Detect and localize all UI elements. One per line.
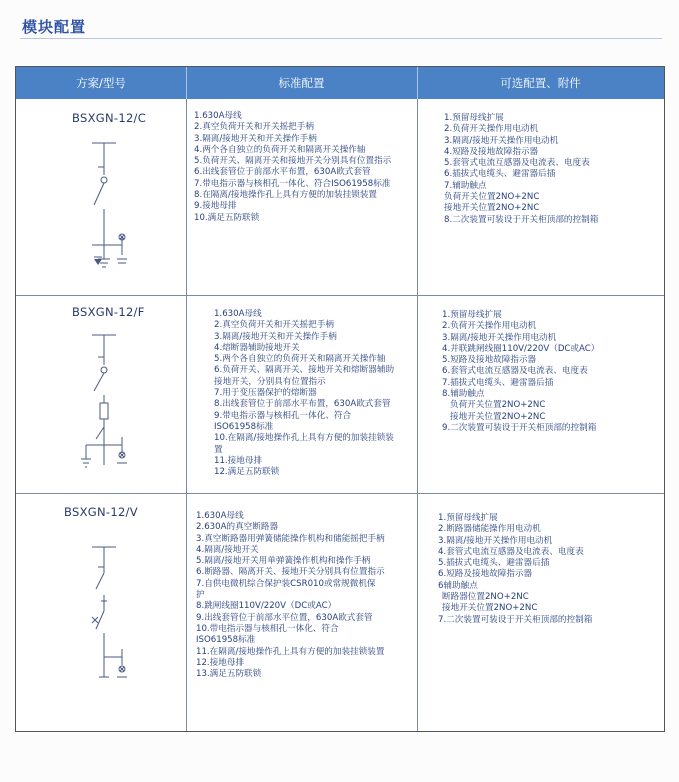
- list-item: 1.630A母线: [214, 309, 262, 319]
- row-divider: [16, 295, 664, 296]
- list-item: 11.在隔离/接地操作孔上具有方便的加装挂锁装置: [196, 646, 385, 657]
- list-item: 9.二次装置可装设于开关柜顶部的控制箱: [442, 422, 597, 433]
- header-optional: 可选配置、附件: [500, 76, 581, 90]
- list-item: 7.自供电微机综合保护装CSR010或常规微机保: [196, 578, 376, 589]
- list-item: 接地开关位置2NO+2NC: [444, 203, 540, 214]
- list-item: ISO61958标准: [214, 421, 274, 432]
- list-item: 3.隔离/接地开关和开关操作手柄: [214, 331, 337, 342]
- list-item: 3.隔离/接地开关操作用电动机: [438, 535, 553, 546]
- list-item: 3.隔离/接地开关和开关操作手柄: [194, 133, 317, 144]
- list-item: 4.并联跳闸线圈110V/220V（DC或AC）: [442, 343, 600, 354]
- list-item: 6辅助触点: [438, 580, 478, 591]
- list-item: 4.隔离/接地开关: [196, 544, 259, 555]
- list-item: 置: [214, 444, 223, 455]
- standard-config-list: [196, 511, 385, 680]
- list-item: 5.负荷开关、隔离开关和接地开关分别具有位置指示: [194, 156, 392, 167]
- optional-config-list: [438, 513, 592, 626]
- single-line-diagram-load-switch-icon: [72, 133, 132, 283]
- page-title: 模块配置: [22, 18, 87, 36]
- list-item: 8.在隔离/接地操作孔上具有方便的加装挂锁装置: [194, 190, 377, 201]
- header-divider: [417, 67, 418, 99]
- list-item: 断路器位置2NO+2NC: [442, 592, 529, 603]
- list-item: 5.两个各自独立的负荷开关和隔离开关操作轴: [214, 354, 386, 365]
- list-item: 7.带电指示器与核相孔一体化、符合ISO61958标准: [194, 178, 391, 189]
- list-item: 7.二次装置可装设于开关柜顶部的控制箱: [438, 614, 593, 625]
- list-item: 12.满足五防联锁: [214, 467, 280, 478]
- list-item: 4.短路及接地故障指示器: [444, 146, 539, 157]
- table-header: [16, 67, 664, 99]
- title-divider: [20, 38, 662, 39]
- list-item: 4.熔断器辅助接地开关: [214, 342, 300, 353]
- list-item: 5.短路及接地故障指示器: [442, 355, 537, 366]
- list-item: 8.二次装置可装设于开关柜顶部的控制箱: [444, 214, 599, 225]
- list-item: 2.负荷开关操作用电动机: [442, 321, 537, 332]
- list-item: 3.隔离/接地开关操作用电动机: [444, 135, 559, 146]
- list-item: 5.插拔式电缆头、避雷器后插: [438, 558, 550, 569]
- list-item: 6.套管式电流互感器及电流表、电度表: [442, 366, 588, 377]
- list-item: 7.插拔式电缆头、避雷器后插: [442, 377, 554, 388]
- list-item: 8.出线套管位于前部水平布置，630A欧式套管: [214, 399, 391, 410]
- list-item: ISO61958标准: [196, 635, 256, 646]
- row-divider: [16, 493, 664, 494]
- list-item: 3.真空断路器用弹簧储能操作机构和储能摇把手柄: [196, 533, 385, 544]
- list-item: 6.短路及接地故障指示器: [438, 569, 533, 580]
- optional-config-list: [442, 310, 599, 434]
- list-item: 负荷开关位置2NO+2NC: [444, 192, 540, 203]
- list-item: 接地开关位置2NO+2NC: [450, 411, 546, 422]
- optional-config-list: [444, 113, 598, 226]
- model-name: BSXGN-12/V: [64, 505, 138, 519]
- list-item: 11.接地母排: [214, 455, 263, 466]
- model-name: BSXGN-12/C: [72, 111, 147, 125]
- list-item: 8.跳闸线圈110V/220V（DC或AC）: [196, 601, 337, 612]
- standard-config-list: [214, 309, 394, 478]
- list-item: 2.630A的真空断路器: [196, 522, 279, 533]
- list-item: 5.隔离/接地开关用单弹簧操作机构和操作手柄: [196, 556, 371, 567]
- list-item: 1.预留母线扩展: [442, 310, 502, 320]
- list-item: 2.负荷开关操作用电动机: [444, 124, 539, 135]
- list-item: 2.断路器储能操作用电动机: [438, 524, 541, 535]
- list-item: 6.断路器、隔离开关、接地开关分别具有位置指示: [196, 567, 385, 578]
- list-item: 3.隔离/接地开关操作用电动机: [442, 332, 557, 343]
- list-item: 5.套管式电流互感器及电流表、电度表: [444, 158, 590, 169]
- header-standard: 标准配置: [278, 76, 325, 90]
- list-item: 10.满足五防联锁: [194, 212, 260, 223]
- list-item: 7.用于变压器保护的熔断器: [214, 388, 317, 399]
- single-line-diagram-breaker-icon: [72, 527, 132, 687]
- list-item: 6.出线套管位于前部水平布置，630A欧式套管: [194, 167, 371, 178]
- list-item: 13.满足五防联锁: [196, 669, 262, 680]
- list-item: 负荷开关位置2NO+2NC: [450, 400, 546, 411]
- list-item: 9.带电指示器与核相孔一体化、符合: [214, 410, 352, 421]
- list-item: 10.在隔离/接地操作孔上具有方便的加装挂锁装: [214, 433, 394, 444]
- column-divider: [417, 99, 418, 731]
- list-item: 9.接地母排: [194, 201, 237, 212]
- single-line-diagram-fuse-icon: [72, 325, 132, 475]
- list-item: 1.预留母线扩展: [438, 513, 498, 523]
- header-divider: [186, 67, 187, 99]
- list-item: 10.带电指示器与核相孔一体化、符合: [196, 623, 339, 634]
- list-item: 1.预留母线扩展: [444, 113, 504, 123]
- list-item: 8.辅助触点: [442, 389, 485, 400]
- column-divider: [186, 99, 187, 731]
- list-item: 4.套管式电流互感器及电流表、电度表: [438, 546, 584, 557]
- list-item: 2.真空负荷开关和开关摇把手柄: [194, 122, 314, 133]
- list-item: 接地开关，分别具有位置指示: [214, 376, 326, 387]
- module-config-table: [15, 66, 665, 732]
- list-item: 12.接地母排: [196, 657, 245, 668]
- standard-config-list: [194, 111, 391, 224]
- list-item: 2.真空负荷开关和开关摇把手柄: [214, 320, 334, 331]
- model-name: BSXGN-12/F: [72, 305, 145, 319]
- list-item: 6.插拔式电缆头、避雷器后插: [444, 169, 556, 180]
- list-item: 1.630A母线: [194, 111, 242, 121]
- list-item: 1.630A母线: [196, 511, 244, 521]
- list-item: 7.辅助触点: [444, 180, 487, 191]
- header-scheme: 方案/型号: [76, 76, 126, 90]
- list-item: 6.负荷开关、隔离开关、接地开关和熔断器辅助: [214, 365, 395, 376]
- list-item: 4.两个各自独立的负荷开关和隔离开关操作轴: [194, 144, 366, 155]
- list-item: 9.出线套管位于前部水平位置，630A欧式套管: [196, 612, 373, 623]
- list-item: 接地开关位置2NO+2NC: [442, 603, 538, 614]
- list-item: 护: [196, 590, 205, 601]
